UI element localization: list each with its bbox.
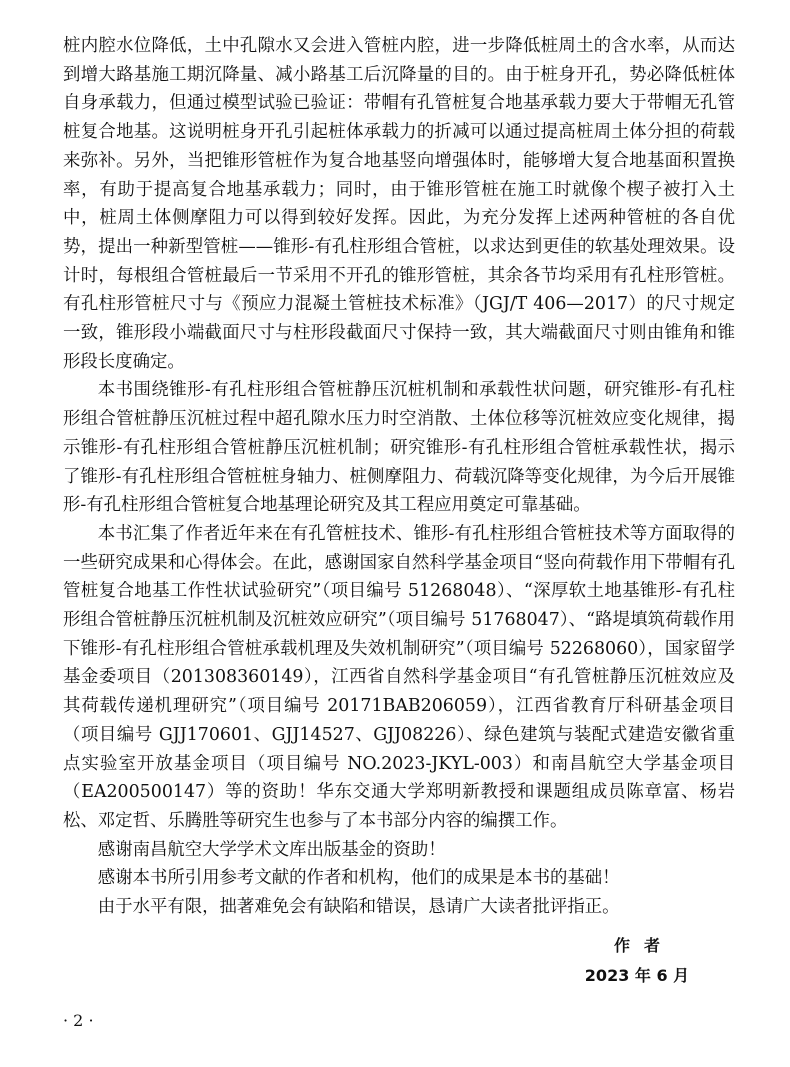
paragraph-2: 本书围绕锥形-有孔柱形组合管桩静压沉桩机制和承载性状问题，研究锥形-有孔柱形组合管桩静压沉桩过程中超孔隙水压力时空消散、土体位移等沉桩效应变化规律，揭示锥形-有孔柱形组合管桩静压沉桩机制；研究锥形-有孔柱形组合管桩承载性状，揭示了锥形-有孔柱形组合管桩桩身轴力、桩侧摩阻力、荷载沉降等变化规律，为今后开展锥形-有孔柱形组合管桩复合地基理论研究及其工程应用奠定可靠基础。 [63, 380, 735, 516]
signature-block [567, 931, 707, 991]
paragraph-1: 桩内腔水位降低，土中孔隙水又会进入管桩内腔，进一步降低桩周土的含水率，从而达到增大路基施工期沉降量、减小路基工后沉降量的目的。由于桩身开孔，势必降低桩体自身承载力，但通过模型试验已验证：带帽有孔管桩复合地基承载力要大于带帽无孔管桩复合地基。这说明桩身开孔引起桩体承载力的折减可以通过提高桩周土体分担的荷载来弥补。另外，当把锥形管桩作为复合地基竖向增强体时，能够增大复合地基面积置换率，有助于提高复合地基承载力；同时，由于锥形管桩在施工时就像个楔子被打入土中，桩周土体侧摩阻力可以得到较好发挥。因此，为充分发挥上述两种管桩的各自优势，提出一种新型管桩——锥形-有孔柱形组合管桩，以求达到更佳的软基处理效果。设计时，每根组合管桩最后一节采用不开孔的锥形管桩，其余各节均采用有孔柱形管桩。有孔柱形管桩尺寸与《预应力混凝土管桩技术标准》（JGJ/T 406—2017）的尺寸规定一致，锥形段小端截面尺寸与柱形段截面尺寸保持一致，其大端截面尺寸则由锥角和锥形段长度确定。 [63, 36, 735, 372]
signature-author: 作者 [613, 936, 674, 955]
document-body [63, 32, 735, 922]
page-number: · 2 · [63, 1011, 94, 1030]
paragraph-6: 由于水平有限，拙著难免会有缺陷和错误，恳请广大读者批评指正。 [97, 897, 620, 918]
paragraph-5: 感谢本书所引用参考文献的作者和机构，他们的成果是本书的基础！ [97, 868, 620, 889]
paragraph-3: 本书汇集了作者近年来在有孔管桩技术、锥形-有孔柱形组合管桩技术等方面取得的一些研究成果和心得体会。在此，感谢国家自然科学基金项目“竖向荷载作用下带帽有孔管桩复合地基工作性状试验研究”（项目编号 51268048）、“深厚软土地基锥形-有孔柱形组合管桩静压沉桩机制及沉桩效应研究”（项目编号 51768047）、“路堤填筑荷载作用下锥形-有孔柱形组合管桩承载机理及失效机制研究”（项目编号 52268060），国家留学基金委项目（201308360149），江西省自然科学基金项目“有孔管桩静压沉桩效应及其荷载传递机理研究”（项目编号 20171BAB206059），江西省教育厅科研基金项目（项目编号 GJJ170601、GJJ14527、GJJ08226）、绿色建筑与装配式建造安徽省重点实验室开放基金项目（项目编号 NO.2023-JKYL-003）和南昌航空大学基金项目（EA200500147）等的资助！华东交通大学郑明新教授和课题组成员陈章富、杨岩松、邓定哲、乐腾胜等研究生也参与了本书部分内容的编撰工作。 [63, 523, 735, 831]
signature-date: 2023 年 6 月 [584, 966, 690, 985]
paragraph-4: 感谢南昌航空大学学术文库出版基金的资助！ [97, 839, 446, 860]
